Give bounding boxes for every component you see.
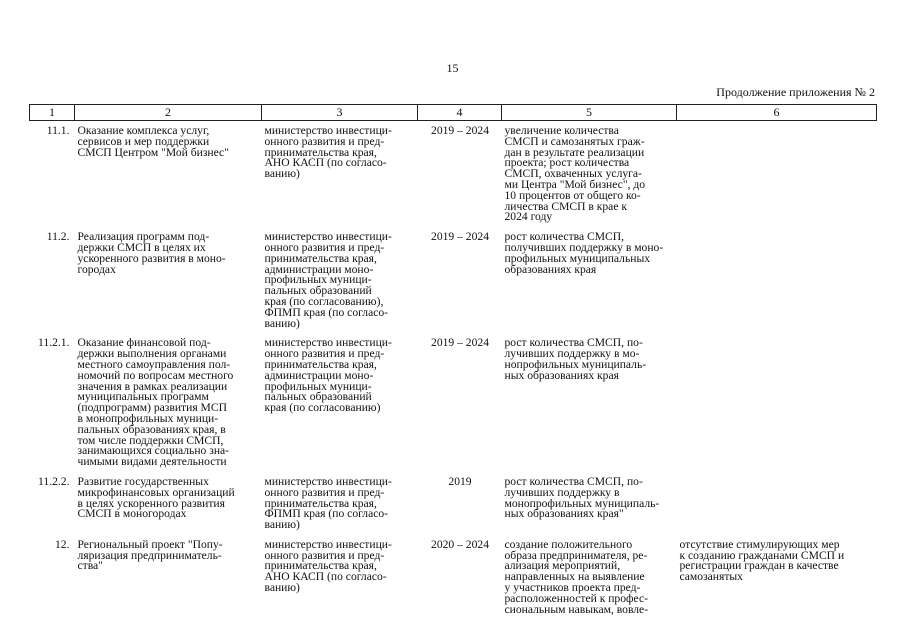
row-number: 11.1. (46, 124, 70, 137)
column-header: 4 (418, 105, 502, 121)
row-number: 11.2.1. (38, 336, 70, 350)
row-number: 12. (55, 537, 70, 551)
table-row (30, 227, 877, 333)
column-header: 1 (30, 105, 75, 121)
table-row (30, 535, 877, 620)
measure-name: Оказание комплекса услуг, сервисов и мер поддержки СМСП Центром "Мой бизнес" (77, 124, 229, 159)
column-header: 3 (262, 105, 418, 121)
note: отсутствие стимулирующих мер к созданию гражданами СМСП и регистрации граждан в качестве самозанятых (679, 537, 845, 584)
period: 2019 – 2024 (431, 336, 489, 350)
measures-table (29, 104, 877, 619)
continuation-title: Продолжение приложения № 2 (716, 85, 875, 99)
column-header: 6 (677, 105, 877, 121)
expected-result: увеличение количества СМСП и самозанятых граж- дан в результате реализации проекта; рост количества СМСП, охваченных услуга- ми Центра "Мой бизнес", до 10 процентов от общего ко- личества СМСП в крае к 2024 году (504, 124, 646, 224)
measure-name: Оказание финансовой под- держки выполнения органами местного самоуправления пол- номочий по вопросам местного значения в рамках реализации муниципальных программ (подпрограмм) развития МСП в монопрофильных муници- пальных образованиях края, в том числе поддержки СМСП, занимающихся социально зна- чимыми видами деятельности (77, 336, 234, 469)
note (677, 472, 877, 535)
table-header (30, 105, 877, 121)
note (677, 227, 877, 333)
executor: министерство инвестици- онного развития и пред- принимательства края, ФПМП края (по согласо- ванию) (264, 474, 392, 532)
column-header: 2 (75, 105, 262, 121)
period: 2019 (448, 474, 472, 488)
row-number: 11.2.2. (38, 474, 70, 488)
row-number: 11.2. (46, 230, 70, 244)
executor: министерство инвестици- онного развития и пред- принимательства края, администрации моно- профильных муници- пальных образований края (по согласованию), ФПМП края (по согласо- ванию) (264, 230, 392, 330)
note (677, 121, 877, 228)
executor: министерство инвестици- онного развития и пред- принимательства края, АНО КАСП (по согласо- ванию) (264, 537, 392, 595)
expected-result: создание положительного образа предпринимателя, ре- ализация мероприятий, направленных на выявление у участников проекта пред- расположенностей к профес- сиональным навыкам, вовле- (504, 537, 649, 616)
table-row (30, 333, 877, 472)
page-number: 15 (446, 61, 459, 75)
measure-name: Региональный проект "Попу- ляризация предприниматель- ства" (77, 537, 223, 573)
column-header: 5 (502, 105, 677, 121)
expected-result: рост количества СМСП, по- лучивших поддержку в мо- нопрофильных муниципаль- ных образованиях края (504, 336, 647, 382)
note (677, 333, 877, 472)
expected-result: рост количества СМСП, по- лучивших поддержку в монопрофильных муниципаль- ных образованиях края" (504, 474, 660, 521)
executor: министерство инвестици- онного развития и пред- принимательства края, администрации моно- профильных муници- пальных образований края (по согласованию) (264, 336, 392, 415)
period: 2020 – 2024 (431, 537, 489, 551)
executor: министерство инвестици- онного развития и пред- принимательства края, АНО КАСП (по согласо- ванию) (264, 124, 392, 181)
expected-result: рост количества СМСП, получивших поддержку в моно- профильных муниципальных образованиях края (504, 230, 664, 276)
measure-name: Реализация программ под- держки СМСП в целях их ускоренного развития в моно- городах (77, 230, 226, 276)
period: 2019 – 2024 (431, 230, 489, 244)
measure-name: Развитие государственных микрофинансовых организаций в целях ускоренного развития СМСП в моногородах (77, 474, 235, 521)
table-row (30, 121, 877, 228)
period: 2019 – 2024 (431, 124, 489, 137)
table-row (30, 472, 877, 535)
